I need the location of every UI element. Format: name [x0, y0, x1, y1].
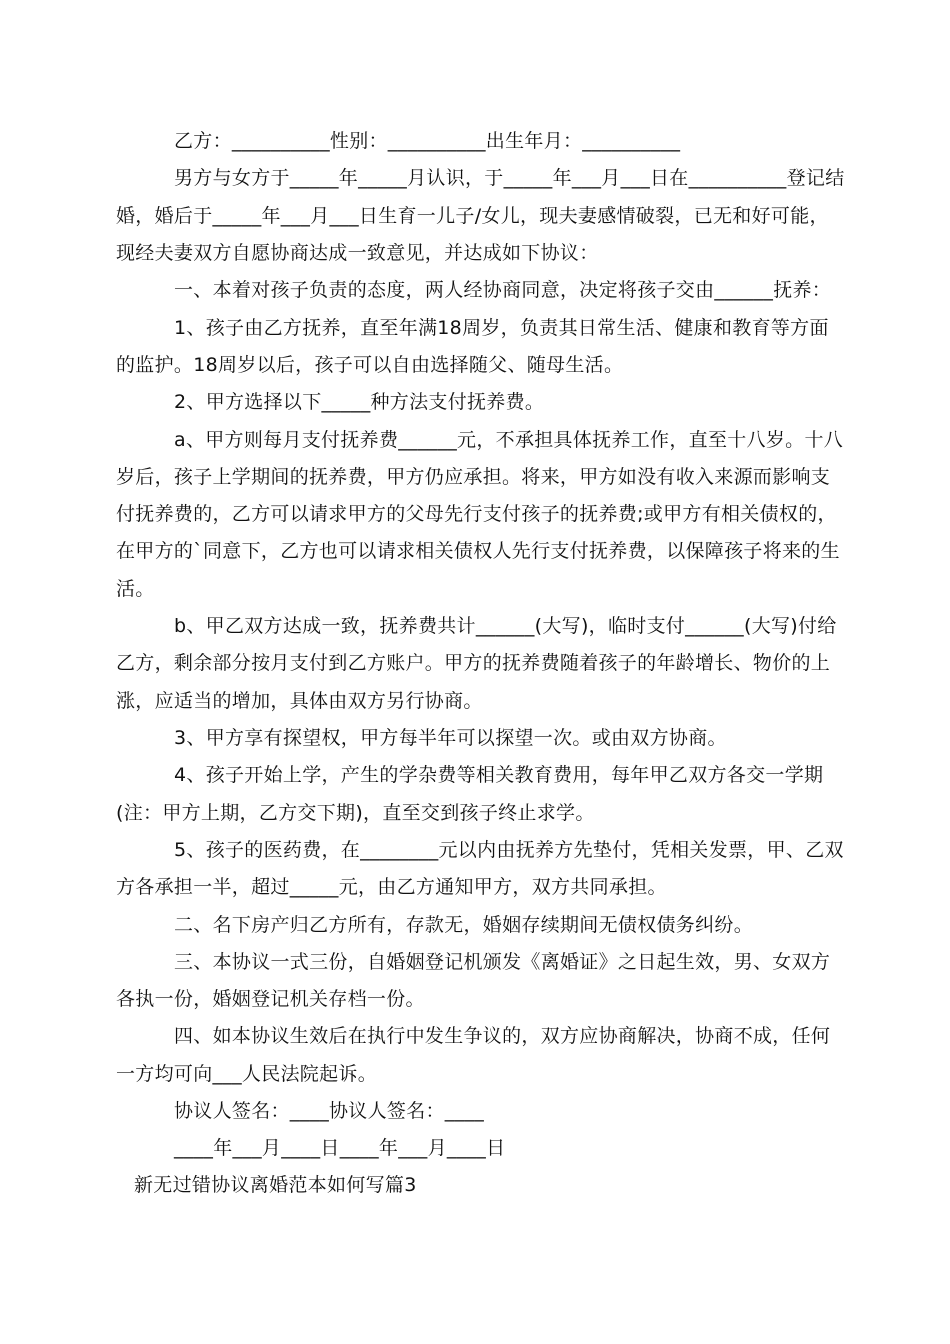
- paragraph-line: 婚，婚后于_____年___月___日生育一儿子/女儿，现夫妻感情破裂，已无和好可能，: [116, 205, 829, 227]
- paragraph-line: 岁后，孩子上学期间的抚养费，甲方仍应承担。将来，甲方如没有收入来源而影响支: [116, 466, 831, 488]
- party-b-info-line: 乙方：__________性别：__________出生年月：__________: [174, 130, 681, 152]
- paragraph-line: 一方均可向___人民法院起诉。: [116, 1063, 378, 1085]
- paragraph-line: 各执一份，婚姻登记机关存档一份。: [116, 988, 425, 1010]
- paragraph-line: 现经夫妻双方自愿协商达成一致意见，并达成如下协议：: [116, 242, 599, 264]
- paragraph-line: 付抚养费的，乙方可以请求甲方的父母先行支付孩子的抚养费;或甲方有相关债权的，: [116, 503, 837, 525]
- paragraph-line: 乙方，剩余部分按月支付到乙方账户。甲方的抚养费随着孩子的年龄增长、物价的上: [116, 652, 831, 674]
- clause-heading-line: 二、名下房产归乙方所有，存款无，婚姻存续期间无债权债务纠纷。: [174, 914, 754, 936]
- signature-line: 协议人签名：____协议人签名：____: [174, 1100, 485, 1122]
- paragraph-line: (注：甲方上期，乙方交下期)，直至交到孩子终止求学。: [116, 802, 595, 824]
- paragraph-line: 4、孩子开始上学，产生的学杂费等相关教育费用，每年甲乙双方各交一学期: [174, 764, 824, 786]
- paragraph-line: 2、甲方选择以下_____种方法支付抚养费。: [174, 391, 545, 413]
- clause-heading-line: 三、本协议一式三份，自婚姻登记机颁发《离婚证》之日起生效，男、女双方: [174, 951, 831, 973]
- paragraph-line: 男方与女方于_____年_____月认识，于_____年___月___日在__________登记结: [174, 167, 845, 189]
- clause-heading-line: 一、本着对孩子负责的态度，两人经协商同意，决定将孩子交由______抚养：: [174, 279, 832, 301]
- section-title: 新无过错协议离婚范本如何写篇3: [134, 1174, 417, 1196]
- paragraph-line: 的监护。18周岁以后，孩子可以自由选择随父、随母生活。: [116, 354, 624, 376]
- paragraph-line: 1、孩子由乙方抚养，直至年满18周岁，负责其日常生活、健康和教育等方面: [174, 317, 829, 339]
- paragraph-line: 方各承担一半，超过_____元，由乙方通知甲方，双方共同承担。: [116, 876, 667, 898]
- paragraph-line: b、甲乙双方达成一致，抚养费共计______(大写)，临时支付______(大写)付给: [174, 615, 837, 637]
- paragraph-line: 涨，应适当的增加，具体由双方另行协商。: [116, 690, 483, 712]
- paragraph-line: 活。: [116, 578, 155, 600]
- clause-heading-line: 四、如本协议生效后在执行中发生争议的，双方应协商解决，协商不成，任何: [174, 1025, 831, 1047]
- date-line: ____年___月____日____年___月____日: [174, 1137, 506, 1159]
- paragraph-line: 在甲方的`同意下，乙方也可以请求相关债权人先行支付抚养费，以保障孩子将来的生: [116, 540, 840, 562]
- paragraph-line: 5、孩子的医药费，在________元以内由抚养方先垫付，凭相关发票，甲、乙双: [174, 839, 844, 861]
- paragraph-line: 3、甲方享有探望权，甲方每半年可以探望一次。或由双方协商。: [174, 727, 727, 749]
- paragraph-line: a、甲方则每月支付抚养费______元，不承担具体抚养工作，直至十八岁。十八: [174, 429, 844, 451]
